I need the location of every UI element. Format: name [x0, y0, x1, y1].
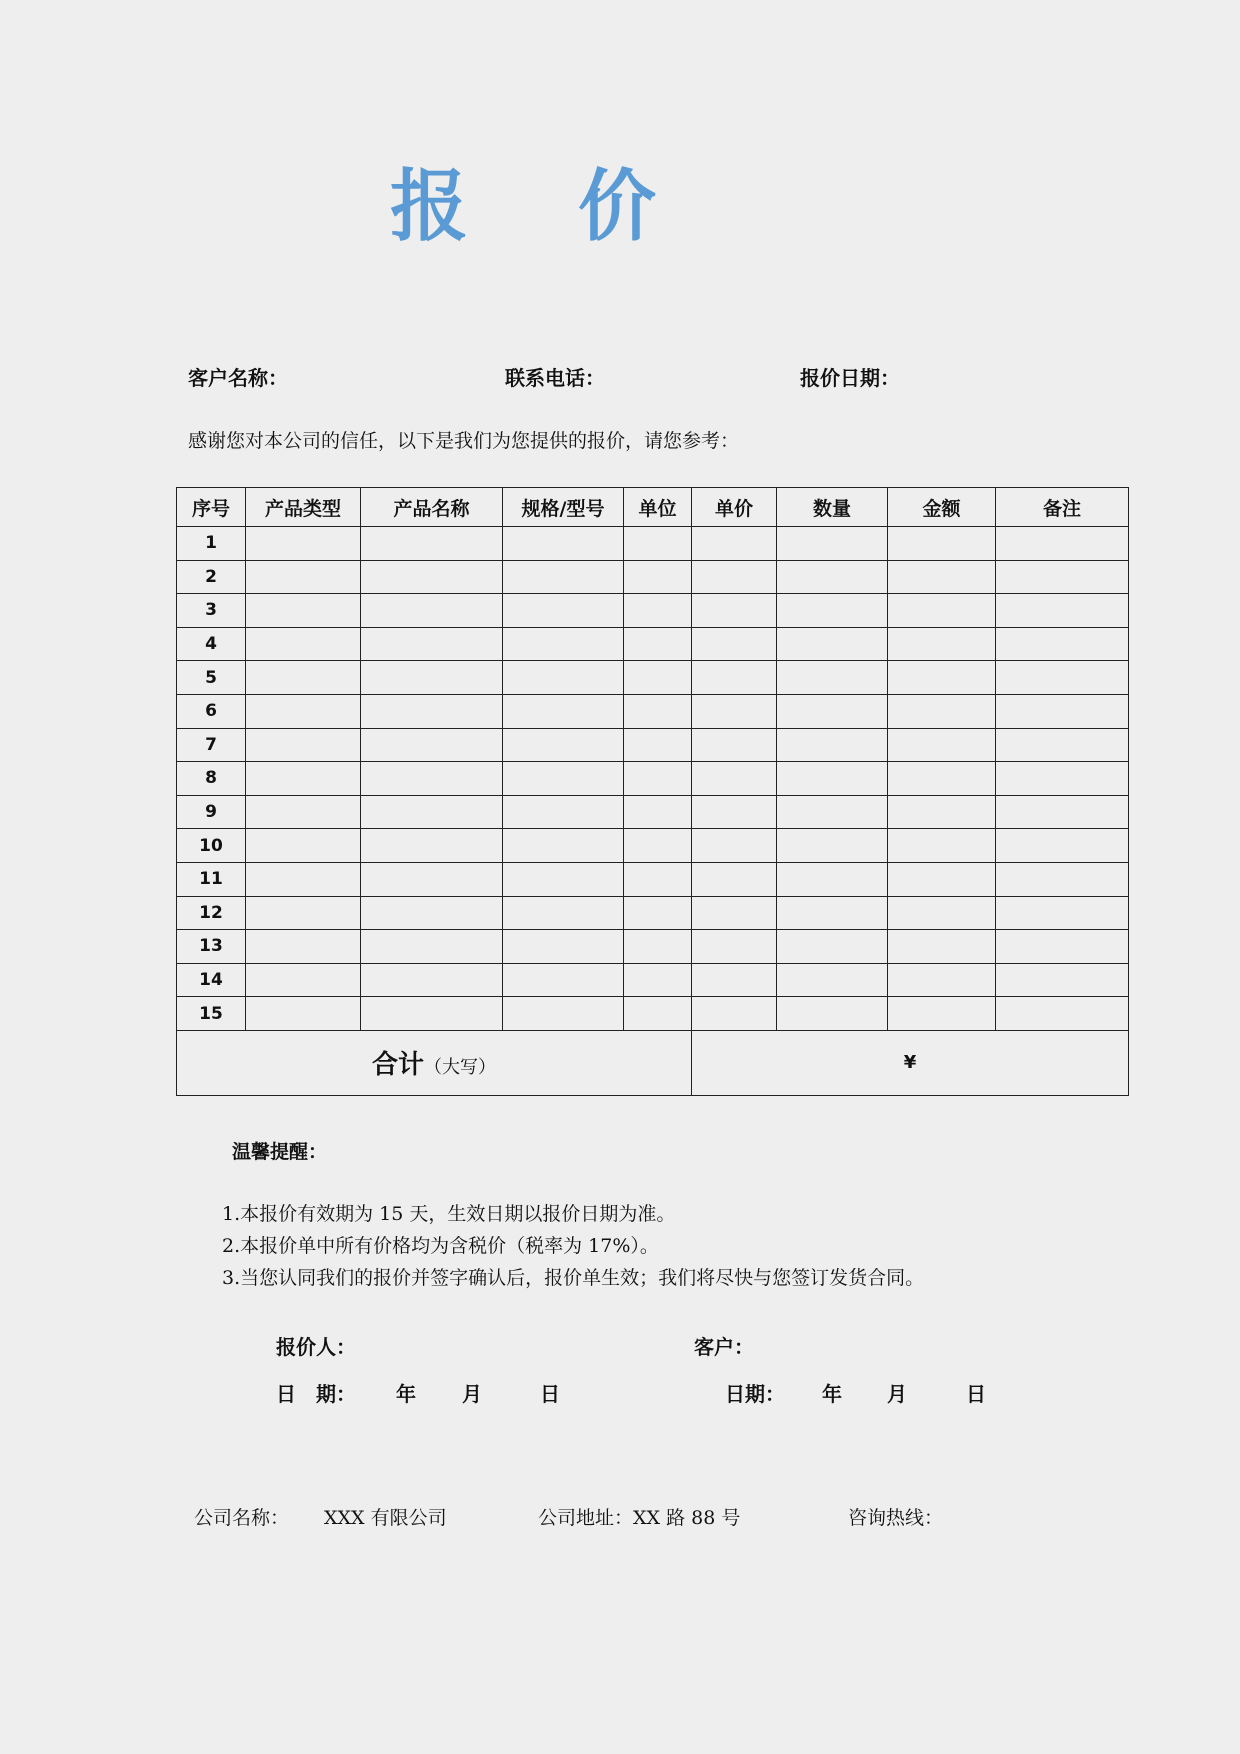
table-cell[interactable] — [996, 560, 1129, 594]
table-cell[interactable] — [624, 560, 692, 594]
header-unit: 单位 — [624, 488, 692, 527]
right-month: 月 — [887, 1382, 907, 1406]
left-year: 年 — [396, 1382, 416, 1406]
table-cell[interactable] — [692, 527, 777, 561]
reminder-item-2: 2.本报价单中所有价格均为含税价（税率为 17%）。 — [222, 1235, 659, 1257]
table-cell[interactable] — [361, 963, 503, 997]
table-row — [177, 627, 1129, 661]
table-cell[interactable] — [777, 694, 888, 728]
header-product-name: 产品名称 — [361, 488, 503, 527]
header-amount: 金额 — [888, 488, 996, 527]
table-cell[interactable] — [361, 829, 503, 863]
table-cell[interactable] — [624, 896, 692, 930]
table-cell[interactable] — [888, 728, 996, 762]
table-cell[interactable] — [692, 862, 777, 896]
table-cell[interactable] — [777, 594, 888, 628]
table-cell[interactable] — [692, 795, 777, 829]
table-cell[interactable] — [503, 728, 624, 762]
table-cell[interactable] — [503, 896, 624, 930]
left-month: 月 — [462, 1382, 482, 1406]
row-index-cell: 9 — [177, 795, 246, 829]
table-cell[interactable] — [996, 694, 1129, 728]
customer-label: 客户： — [694, 1335, 754, 1359]
table-cell[interactable] — [246, 896, 361, 930]
table-cell[interactable] — [246, 963, 361, 997]
table-cell[interactable] — [777, 560, 888, 594]
table-cell[interactable] — [361, 627, 503, 661]
row-index-cell: 8 — [177, 762, 246, 796]
right-year: 年 — [822, 1382, 842, 1406]
total-sub-label: （大写） — [424, 1057, 496, 1079]
row-index-cell: 3 — [177, 594, 246, 628]
table-row — [177, 896, 1129, 930]
table-cell[interactable] — [777, 896, 888, 930]
table-row — [177, 594, 1129, 628]
table-cell[interactable] — [888, 627, 996, 661]
table-cell[interactable] — [361, 560, 503, 594]
row-index-cell: 6 — [177, 694, 246, 728]
table-cell[interactable] — [624, 862, 692, 896]
table-cell[interactable] — [692, 829, 777, 863]
table-cell[interactable] — [246, 661, 361, 695]
reminder-item-3: 3.当您认同我们的报价并签字确认后，报价单生效；我们将尽快与您签订发货合同。 — [222, 1267, 925, 1289]
quoter-label: 报价人： — [276, 1335, 356, 1359]
table-cell[interactable] — [888, 694, 996, 728]
table-cell[interactable] — [777, 795, 888, 829]
right-date-label: 日期： — [725, 1382, 785, 1406]
table-cell[interactable] — [246, 694, 361, 728]
quote-date-label: 报价日期： — [800, 366, 900, 390]
table-cell[interactable] — [624, 594, 692, 628]
row-index-cell: 4 — [177, 627, 246, 661]
table-row — [177, 997, 1129, 1031]
table-cell[interactable] — [503, 862, 624, 896]
table-cell[interactable] — [777, 963, 888, 997]
table-cell[interactable] — [888, 930, 996, 964]
table-cell[interactable] — [624, 930, 692, 964]
table-cell[interactable] — [692, 594, 777, 628]
table-cell[interactable] — [777, 661, 888, 695]
table-cell[interactable] — [692, 627, 777, 661]
row-index-cell: 12 — [177, 896, 246, 930]
table-cell[interactable] — [777, 997, 888, 1031]
header-remarks: 备注 — [996, 488, 1129, 527]
table-cell[interactable] — [777, 829, 888, 863]
table-cell[interactable] — [361, 694, 503, 728]
row-index-cell: 11 — [177, 862, 246, 896]
table-cell[interactable] — [692, 930, 777, 964]
table-cell[interactable] — [692, 560, 777, 594]
table-cell[interactable] — [361, 527, 503, 561]
table-cell[interactable] — [503, 527, 624, 561]
table-cell[interactable] — [503, 594, 624, 628]
table-cell[interactable] — [692, 762, 777, 796]
table-cell[interactable] — [692, 963, 777, 997]
table-row — [177, 694, 1129, 728]
table-cell[interactable] — [996, 762, 1129, 796]
table-cell[interactable] — [361, 997, 503, 1031]
table-cell[interactable] — [996, 661, 1129, 695]
footer-hotline: 咨询热线： — [848, 1507, 944, 1529]
table-cell[interactable] — [361, 862, 503, 896]
row-index-cell: 14 — [177, 963, 246, 997]
table-cell[interactable] — [888, 997, 996, 1031]
table-cell[interactable] — [888, 527, 996, 561]
table-cell[interactable] — [888, 762, 996, 796]
table-cell[interactable] — [503, 661, 624, 695]
row-index-cell: 7 — [177, 728, 246, 762]
table-cell[interactable] — [246, 930, 361, 964]
row-index-cell: 13 — [177, 930, 246, 964]
table-cell[interactable] — [996, 930, 1129, 964]
table-cell[interactable] — [777, 627, 888, 661]
table-cell[interactable] — [361, 661, 503, 695]
table-cell[interactable] — [692, 728, 777, 762]
table-cell[interactable] — [361, 896, 503, 930]
row-index-cell: 2 — [177, 560, 246, 594]
table-row — [177, 829, 1129, 863]
table-row — [177, 762, 1129, 796]
table-cell[interactable] — [996, 728, 1129, 762]
table-cell[interactable] — [503, 795, 624, 829]
table-cell[interactable] — [361, 728, 503, 762]
reminder-item-1: 1.本报价有效期为 15 天，生效日期以报价日期为准。 — [222, 1203, 676, 1225]
table-cell[interactable] — [361, 594, 503, 628]
table-cell[interactable] — [996, 829, 1129, 863]
table-cell[interactable] — [246, 762, 361, 796]
left-date-label: 日 期： — [276, 1382, 356, 1406]
table-cell[interactable] — [246, 862, 361, 896]
total-label-cell — [177, 1030, 692, 1095]
table-cell[interactable] — [503, 694, 624, 728]
table-cell[interactable] — [246, 997, 361, 1031]
total-value: ¥ — [903, 1052, 917, 1074]
left-day: 日 — [540, 1382, 560, 1406]
table-cell[interactable] — [692, 997, 777, 1031]
footer-company-value: XXX 有限公司 — [324, 1507, 447, 1529]
footer-company-label: 公司名称： — [194, 1507, 290, 1529]
table-cell[interactable] — [777, 930, 888, 964]
table-cell[interactable] — [624, 963, 692, 997]
table-cell[interactable] — [996, 997, 1129, 1031]
table-cell[interactable] — [888, 896, 996, 930]
table-cell[interactable] — [777, 527, 888, 561]
phone-label: 联系电话： — [505, 366, 605, 390]
table-cell[interactable] — [888, 594, 996, 628]
table-cell[interactable] — [503, 930, 624, 964]
table-cell[interactable] — [246, 627, 361, 661]
table-cell[interactable] — [624, 762, 692, 796]
table-cell[interactable] — [996, 862, 1129, 896]
table-cell[interactable] — [996, 594, 1129, 628]
table-cell[interactable] — [624, 661, 692, 695]
table-header-row — [177, 488, 1129, 527]
right-day: 日 — [966, 1382, 986, 1406]
table-cell[interactable] — [692, 694, 777, 728]
table-cell[interactable] — [246, 594, 361, 628]
table-cell[interactable] — [503, 963, 624, 997]
table-cell[interactable] — [692, 661, 777, 695]
table-cell[interactable] — [361, 762, 503, 796]
header-product-type: 产品类型 — [246, 488, 361, 527]
table-cell[interactable] — [246, 829, 361, 863]
table-cell[interactable] — [246, 795, 361, 829]
title-char-2: 价 — [578, 161, 657, 252]
table-row — [177, 795, 1129, 829]
table-cell[interactable] — [996, 627, 1129, 661]
table-cell[interactable] — [996, 896, 1129, 930]
table-cell[interactable] — [503, 762, 624, 796]
table-cell[interactable] — [246, 527, 361, 561]
table-cell[interactable] — [888, 560, 996, 594]
table-cell[interactable] — [888, 829, 996, 863]
title-char-1: 报 — [390, 161, 469, 252]
table-cell[interactable] — [503, 829, 624, 863]
table-cell[interactable] — [624, 997, 692, 1031]
intro-text: 感谢您对本公司的信任，以下是我们为您提供的报价，请您参考： — [188, 430, 740, 452]
customer-name-label: 客户名称： — [188, 366, 288, 390]
table-cell[interactable] — [624, 694, 692, 728]
quote-table — [176, 487, 1129, 1096]
header-unit-price: 单价 — [692, 488, 777, 527]
table-row — [177, 661, 1129, 695]
table-row — [177, 930, 1129, 964]
table-cell[interactable] — [624, 527, 692, 561]
table-cell[interactable] — [503, 627, 624, 661]
table-cell[interactable] — [888, 795, 996, 829]
row-index-cell: 1 — [177, 527, 246, 561]
table-cell[interactable] — [996, 963, 1129, 997]
table-cell[interactable] — [503, 560, 624, 594]
table-cell[interactable] — [888, 661, 996, 695]
total-label: 合计 — [371, 1050, 424, 1081]
total-value-cell[interactable] — [692, 1030, 1129, 1095]
table-cell[interactable] — [777, 728, 888, 762]
table-row — [177, 560, 1129, 594]
table-cell[interactable] — [361, 930, 503, 964]
table-cell[interactable] — [777, 862, 888, 896]
table-row — [177, 963, 1129, 997]
table-cell[interactable] — [624, 627, 692, 661]
table-cell[interactable] — [692, 896, 777, 930]
table-cell[interactable] — [624, 795, 692, 829]
row-index-cell: 10 — [177, 829, 246, 863]
row-index-cell: 5 — [177, 661, 246, 695]
reminder-heading: 温馨提醒： — [232, 1141, 328, 1163]
table-row — [177, 728, 1129, 762]
table-cell[interactable] — [996, 795, 1129, 829]
row-index-cell: 15 — [177, 997, 246, 1031]
footer-address: 公司地址：XX 路 88 号 — [538, 1507, 741, 1529]
table-cell[interactable] — [361, 795, 503, 829]
table-cell[interactable] — [624, 728, 692, 762]
header-index: 序号 — [177, 488, 246, 527]
table-cell[interactable] — [246, 560, 361, 594]
table-row — [177, 862, 1129, 896]
table-cell[interactable] — [888, 963, 996, 997]
header-quantity: 数量 — [777, 488, 888, 527]
table-cell[interactable] — [246, 728, 361, 762]
table-row — [177, 527, 1129, 561]
table-cell[interactable] — [996, 527, 1129, 561]
total-row — [177, 1030, 1129, 1095]
header-spec-model: 规格/型号 — [503, 488, 624, 527]
table-cell[interactable] — [503, 997, 624, 1031]
table-cell[interactable] — [888, 862, 996, 896]
table-cell[interactable] — [624, 829, 692, 863]
table-cell[interactable] — [777, 762, 888, 796]
